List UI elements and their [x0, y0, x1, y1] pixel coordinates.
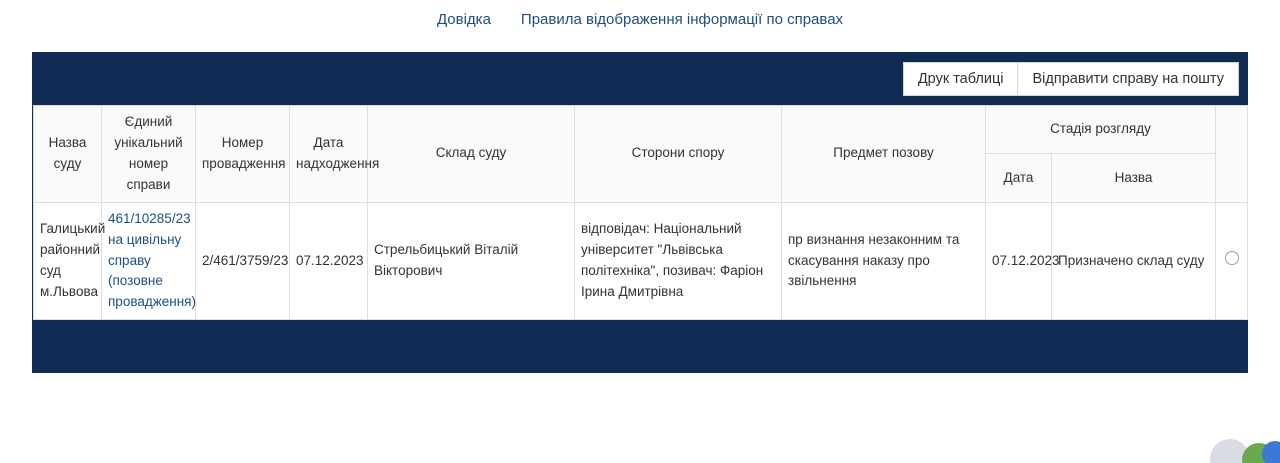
th-stage-group: Стадія розгляду — [986, 106, 1216, 154]
cell-subject: пр визнання незаконним та скасування наказу про звільнення — [782, 202, 986, 320]
table-body — [34, 202, 1248, 320]
th-parties[interactable]: Сторони спору — [575, 106, 782, 203]
th-unique-number[interactable]: Єдиний унікальний номер справи — [102, 106, 196, 203]
th-subject[interactable]: Предмет позову — [782, 106, 986, 203]
select-row-radio[interactable] — [1225, 251, 1239, 265]
table-header-row-1 — [34, 106, 1248, 154]
corner-decoration — [1194, 433, 1280, 463]
cell-receipt-date: 07.12.2023 — [290, 202, 368, 320]
help-link[interactable]: Довідка — [436, 10, 491, 28]
decor-circle-blue — [1262, 441, 1280, 463]
top-links-bar — [0, 0, 1280, 38]
th-stage-date[interactable]: Дата — [986, 154, 1052, 202]
cell-stage-name: Призначено склад суду — [1052, 202, 1216, 320]
table-toolbar — [33, 53, 1247, 105]
cell-court-name: Галицький районний суд м.Львова — [34, 202, 102, 320]
cell-parties: відповідач: Національний університет "Львівська політехніка", позивач: Фаріон Ірина Дмитрівна — [575, 202, 782, 320]
display-rules-link[interactable]: Правила відображення інформації по справах — [520, 10, 844, 28]
cell-unique-number — [102, 202, 196, 320]
case-number-note: на цивільну справу (позовне провадження) — [108, 231, 196, 310]
th-proceeding-number[interactable]: Номер провадження — [196, 106, 290, 203]
th-court-panel[interactable]: Склад суду — [368, 106, 575, 203]
table-footer — [33, 320, 1247, 372]
send-case-to-mail-button[interactable]: Відправити справу на пошту — [1018, 62, 1239, 97]
table-head — [34, 106, 1248, 203]
print-table-button[interactable]: Друк таблиці — [903, 62, 1019, 97]
case-number-link[interactable]: 461/10285/23 — [108, 210, 191, 226]
cell-select[interactable] — [1216, 202, 1248, 320]
th-select — [1216, 106, 1248, 203]
case-results-panel — [32, 52, 1248, 373]
cell-court-panel: Стрельбицький Віталій Вікторович — [368, 202, 575, 320]
cell-proceeding-number: 2/461/3759/23 — [196, 202, 290, 320]
th-stage-name[interactable]: Назва — [1052, 154, 1216, 202]
cell-stage-date: 07.12.2023 — [986, 202, 1052, 320]
cases-table — [33, 105, 1248, 320]
th-receipt-date[interactable]: Дата надходження — [290, 106, 368, 203]
th-court-name[interactable]: Назва суду — [34, 106, 102, 203]
table-row[interactable] — [34, 202, 1248, 320]
